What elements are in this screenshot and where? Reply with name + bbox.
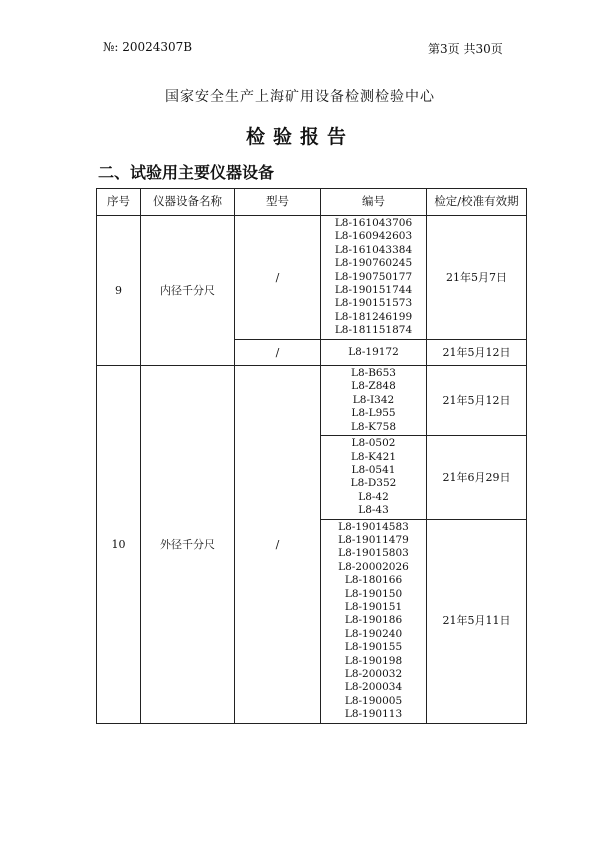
serial-number: L8-190151744 [334,284,413,297]
serial-number: L8-20002026 [338,560,409,573]
instrument-table [96,188,527,724]
model-cell: / [235,366,321,724]
serial-number: L8-43 [358,504,389,517]
serial-number: L8-0541 [351,463,396,476]
model-cell: / [235,216,321,340]
serial-number: L8-K421 [350,450,397,463]
organization-name: 国家安全生产上海矿用设备检测检验中心 [165,89,435,105]
serial-number: L8-161043706 [334,217,413,229]
row-index: 10 [97,366,141,724]
instrument-name: 内径千分尺 [141,216,235,366]
serial-number: L8-B653 [351,367,396,380]
serial-number: L8-190155 [344,641,403,654]
serial-number: L8-160942603 [334,230,413,243]
serial-number: L8-181246199 [334,310,413,323]
validity-date: 21年5月12日 [427,339,527,365]
number-list [321,339,427,365]
number-list [321,436,427,519]
serial-number: L8-190113 [344,708,403,721]
document-number: №: 20024307B [103,40,193,54]
serial-number: L8-D352 [350,477,397,490]
serial-number: L8-190198 [344,654,403,667]
serial-number: L8-19014583 [338,520,409,533]
page-number: 第3页 共30页 [428,42,503,56]
serial-number: L8-190151573 [334,297,413,310]
number-list [321,366,427,436]
row-index: 9 [97,216,141,366]
validity-date: 21年5月11日 [427,519,527,723]
col-header-index: 序号 [97,189,141,216]
serial-number: L8-L955 [351,407,396,420]
table-row [97,216,527,340]
table-header-row [97,189,527,216]
serial-number: L8-190750177 [334,270,413,283]
serial-number: L8-Z848 [351,380,396,393]
serial-number: L8-180166 [344,574,403,587]
serial-number: L8-181151874 [334,324,413,337]
page-title: 检验报告 [245,126,354,148]
model-cell: / [235,339,321,365]
serial-number: L8-200032 [344,668,403,680]
number-list [321,519,427,723]
serial-number: L8-19011479 [338,533,409,546]
serial-number: L8-42 [358,490,389,503]
serial-number: L8-K758 [350,420,397,433]
validity-date: 21年5月12日 [427,366,527,436]
serial-number: L8-190760245 [334,257,413,270]
validity-date: 21年5月7日 [427,216,527,340]
validity-date: 21年6月29日 [427,436,527,519]
table-row [97,366,527,436]
col-header-name: 仪器设备名称 [141,189,235,216]
col-header-validity: 检定/校准有效期 [427,189,527,216]
serial-number: L8-19015803 [338,547,409,560]
serial-number: L8-200034 [344,681,403,694]
serial-number: L8-19172 [348,345,399,358]
serial-number: L8-190005 [344,694,403,707]
serial-number: L8-I342 [352,393,395,406]
serial-number: L8-190186 [344,614,403,627]
section-heading: 二、试验用主要仪器设备 [98,163,275,182]
serial-number: L8-190150 [344,587,403,600]
col-header-model: 型号 [235,189,321,216]
serial-number: L8-0502 [351,437,396,450]
number-list [321,216,427,340]
serial-number: L8-190240 [344,627,403,640]
serial-number: L8-190151 [344,600,403,613]
serial-number: L8-161043384 [334,243,413,256]
col-header-number: 编号 [321,189,427,216]
instrument-name: 外径千分尺 [141,366,235,724]
